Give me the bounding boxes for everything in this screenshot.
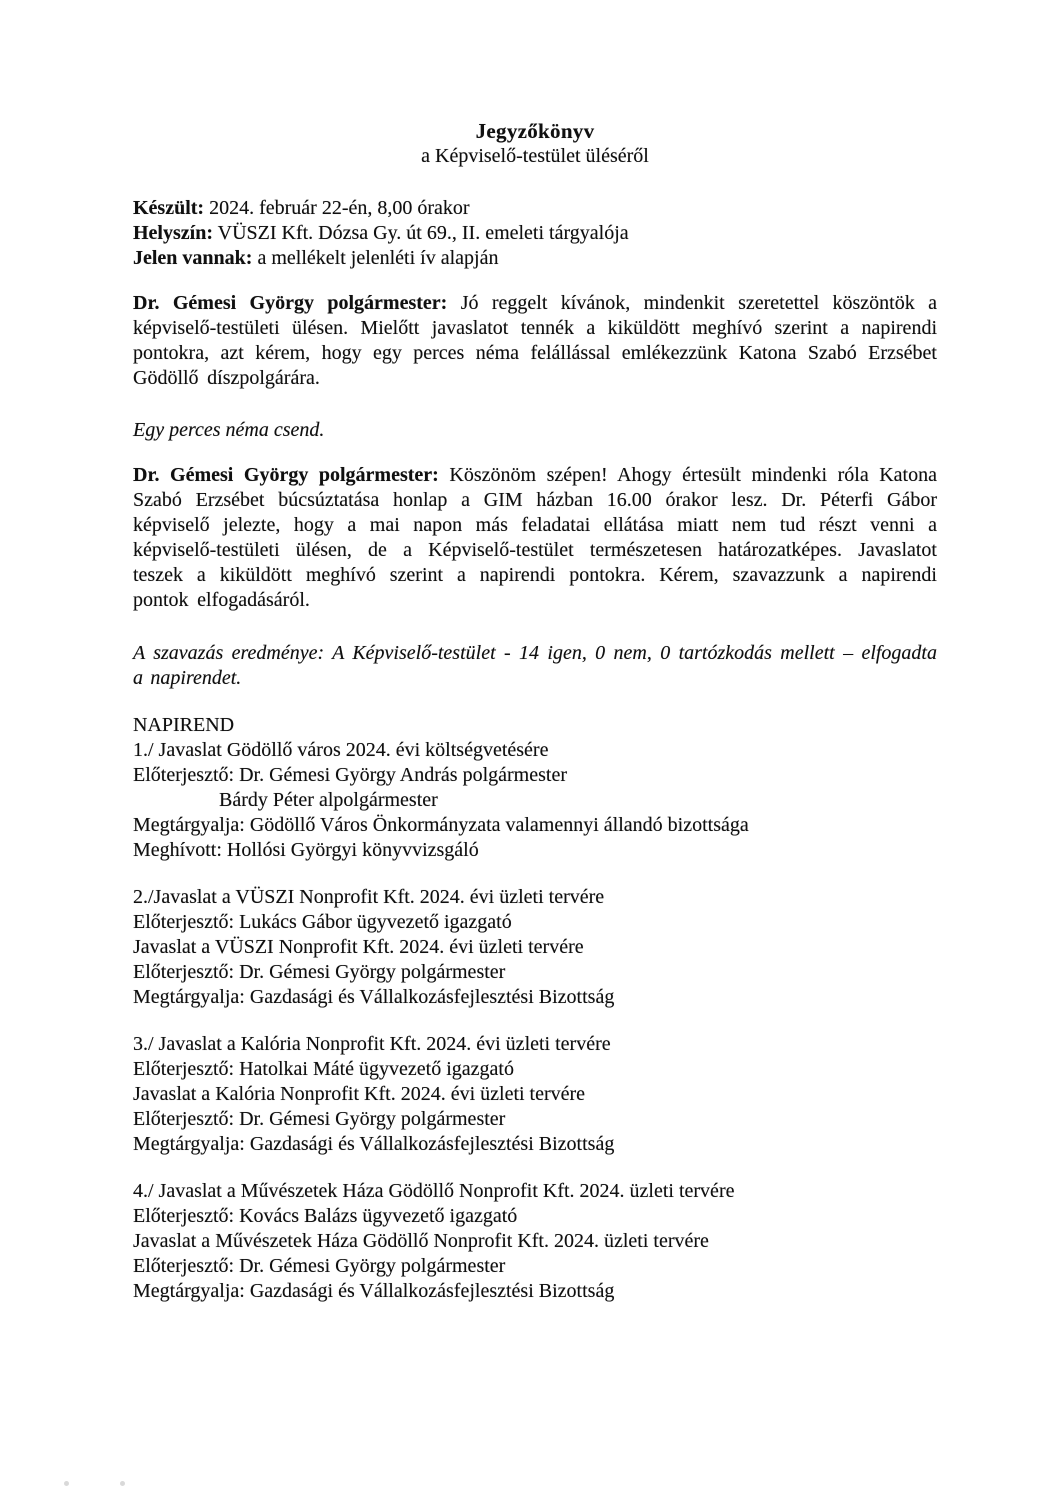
speech-paragraph-1 <box>133 291 937 391</box>
speaker-name: Dr. Gémesi György polgármester: <box>133 464 439 486</box>
agenda-line-presenter: Előterjesztő: Lukács Gábor ügyvezető igazgató <box>133 911 512 933</box>
agenda-heading: NAPIREND <box>133 714 235 736</box>
agenda-line-presenter-2: Előterjesztő: Dr. Gémesi György polgármester <box>133 1255 506 1277</box>
speech-paragraph-2 <box>133 463 937 613</box>
agenda-item-4 <box>133 1179 937 1304</box>
agenda-item-3 <box>133 1032 937 1157</box>
vote-result: A szavazás eredménye: A Képviselő-testület - 14 igen, 0 nem, 0 tartózkodás mellett – elfogadta a napirendet. <box>133 642 937 689</box>
document-content <box>133 118 937 1304</box>
scan-artifact <box>120 1481 125 1486</box>
agenda-line-presenter-2: Bárdy Péter alpolgármester <box>219 789 438 811</box>
speech-text: Köszönöm szépen! Ahogy értesült mindenki róla Katona Szabó Erzsébet búcsúztatása honlap a GIM házban 16.00 órakor lesz. Dr. Péterfi Gábor képviselő jelezte, hogy a mai napon más feladatai ellátása miatt nem tud részt venni a képviselő-testületi ülésen, de a Képviselő-testület természetesen határozatképes. Javaslatot teszek a kiküldött meghívó szerint a napirendi pontokra. Kérem, szavazzunk a napirendi pontok elfogadásáról. <box>133 464 937 611</box>
agenda-line-committee: Megtárgyalja: Gazdasági és Vállalkozásfejlesztési Bizottság <box>133 1133 615 1155</box>
meta-block <box>133 196 937 271</box>
meta-label: Készült: <box>133 197 205 219</box>
agenda-line-presenter: Előterjesztő: Kovács Balázs ügyvezető igazgató <box>133 1205 518 1227</box>
meta-value: 2024. február 22-én, 8,00 órakor <box>204 197 470 219</box>
agenda-line-presenter: Előterjesztő: Hatolkai Máté ügyvezető igazgató <box>133 1058 514 1080</box>
agenda-line-committee: Megtárgyalja: Gazdasági és Vállalkozásfejlesztési Bizottság <box>133 1280 615 1302</box>
meta-line-helyszin <box>133 221 937 246</box>
agenda-item-2 <box>133 885 937 1010</box>
agenda-line-invitee: Meghívott: Hollósi Györgyi könyvvizsgáló <box>133 839 479 861</box>
agenda-item-title: 4./ Javaslat a Művészetek Háza Gödöllő Nonprofit Kft. 2024. üzleti tervére <box>133 1180 735 1202</box>
meta-line-keszult <box>133 196 937 221</box>
agenda-line-presenter-2: Előterjesztő: Dr. Gémesi György polgármester <box>133 961 506 983</box>
agenda-line-proposal: Javaslat a Kalória Nonprofit Kft. 2024. évi üzleti tervére <box>133 1083 586 1105</box>
agenda-line-proposal: Javaslat a Művészetek Háza Gödöllő Nonprofit Kft. 2024. üzleti tervére <box>133 1230 709 1252</box>
meta-value: a mellékelt jelenléti ív alapján <box>252 247 499 269</box>
page-title: Jegyzőkönyv <box>475 119 595 143</box>
agenda-line-committee: Megtárgyalja: Gazdasági és Vállalkozásfejlesztési Bizottság <box>133 986 615 1008</box>
agenda-line-presenter-2: Előterjesztő: Dr. Gémesi György polgármester <box>133 1108 506 1130</box>
page-subtitle: a Képviselő-testület üléséről <box>421 145 649 167</box>
speaker-name: Dr. Gémesi György polgármester: <box>133 292 448 314</box>
agenda-item-1 <box>133 738 937 863</box>
title-block <box>133 118 937 169</box>
meta-label: Jelen vannak: <box>133 247 253 269</box>
agenda-item-title: 2./Javaslat a VÜSZI Nonprofit Kft. 2024. évi üzleti tervére <box>133 886 605 908</box>
meta-line-jelen-vannak <box>133 246 937 271</box>
speech-text: Jó reggelt kívánok, mindenkit szeretettel köszöntök a képviselő-testületi ülésen. Mielőtt javaslatot tennék a kiküldött meghívó szerint a napirendi pontokra, azt kérem, hogy egy perces néma felállással emlékezzünk Katona Szabó Erzsébet Gödöllő díszpolgárára. <box>133 292 937 389</box>
stage-direction: Egy perces néma csend. <box>133 419 325 441</box>
meta-label: Helyszín: <box>133 222 213 244</box>
agenda-line-presenter: Előterjesztő: Dr. Gémesi György András polgármester <box>133 764 567 786</box>
agenda-line-committee: Megtárgyalja: Gödöllő Város Önkormányzata valamennyi állandó bizottsága <box>133 814 749 836</box>
scan-artifact <box>64 1481 69 1486</box>
agenda-item-title: 1./ Javaslat Gödöllő város 2024. évi költségvetésére <box>133 739 549 761</box>
agenda-line-proposal: Javaslat a VÜSZI Nonprofit Kft. 2024. évi üzleti tervére <box>133 936 584 958</box>
agenda-item-title: 3./ Javaslat a Kalória Nonprofit Kft. 2024. évi üzleti tervére <box>133 1033 611 1055</box>
meta-value: VÜSZI Kft. Dózsa Gy. út 69., II. emeleti tárgyalója <box>213 222 629 244</box>
